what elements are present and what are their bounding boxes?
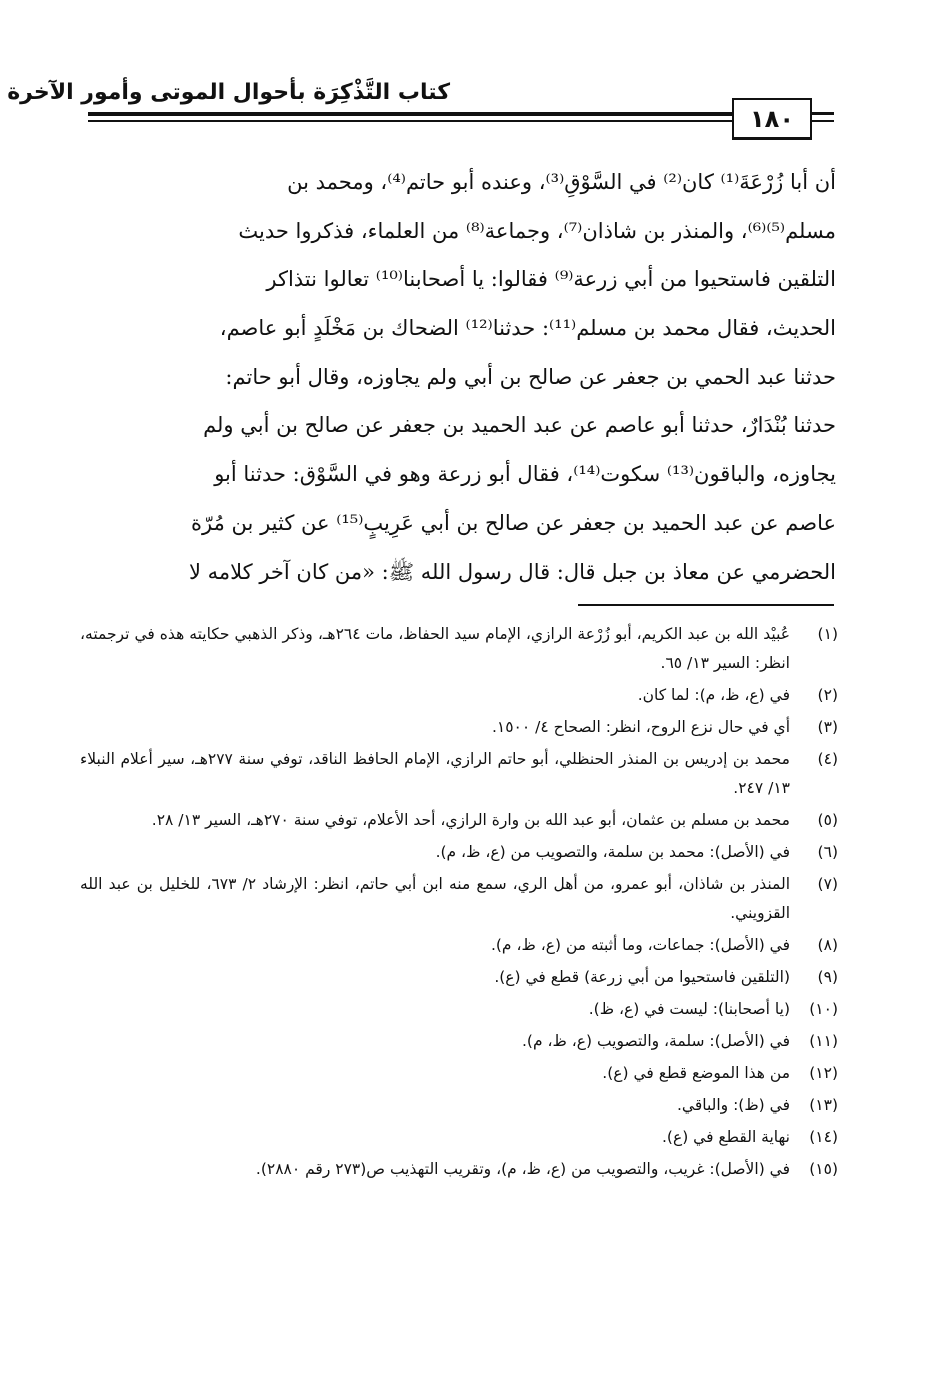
footnote-text: (يا أصحابنا): ليست في (ع، ظ). — [588, 1000, 790, 1018]
footnote-text: في (الأصل): جماعات، وما أثبته من (ع، ظ، م). — [490, 936, 790, 954]
footnote-text: أي في حال نزع الروح، انظر: الصحاح ٤/ ١٥٠٠. — [491, 718, 790, 736]
footnote-text: في (الأصل): محمد بن سلمة، والتصويب من (ع، ظ، م). — [435, 843, 790, 861]
text-line: حدثنا بُنْدَارٌ، حدثنا أبو عاصم عن عبد الحميد بن جعفر عن صالح بن أبي ولم — [203, 413, 836, 438]
footnote-number: (٤) — [817, 750, 838, 768]
footnote-number: (١٣) — [809, 1096, 838, 1114]
footnote-text: في (الأصل): سلمة، والتصويب (ع، ظ، م). — [521, 1032, 790, 1050]
footnote — [80, 1091, 838, 1120]
footnote — [80, 1027, 838, 1056]
footnote-number: (٥) — [817, 811, 838, 829]
footnote — [80, 620, 838, 678]
footnote-text: محمد بن إدريس بن المنذر الحنظلي، أبو حاتم الرازي، الإمام الحافظ الناقد، توفي سنة ٢٧٧هـ، سير أعلام النبلاء ١٣/ ٢٤٧. — [80, 750, 790, 797]
footnote-number: (٩) — [817, 968, 838, 986]
text-line: الحضرمي عن معاذ بن جبل قال: قال رسول الله ﷺ: «من كان آخر كلامه لا — [188, 559, 836, 584]
footnote-text: (التلقين فاستحيوا من أبي زرعة) قطع في (ع). — [494, 968, 790, 986]
footnote-text: نهاية القطع في (ع). — [661, 1128, 790, 1146]
footnote-text: المنذر بن شاذان، أبو عمرو، من أهل الري، سمع منه ابن أبي حاتم، انظر: الإرشاد ٢/ ٦٧٣، للخليل بن عبد الله القزويني. — [80, 875, 790, 922]
footnote — [80, 1123, 838, 1152]
text-line: أن أبا زُرْعَةَ⁽¹⁾ كان⁽²⁾ في السَّوْقِ⁽³⁾، وعنده أبو حاتم⁽⁴⁾، ومحمد بن — [287, 170, 836, 194]
text-line: حدثنا عبد الحمي بن جعفر عن صالح بن أبي ولم يجاوزه، وقال أبو حاتم: — [225, 364, 836, 389]
footnote — [80, 1059, 838, 1088]
footnote — [80, 838, 838, 867]
header-rule-thin — [88, 120, 732, 122]
footnote — [80, 681, 838, 710]
text-line: عاصم عن عبد الحميد بن جعفر عن صالح بن أبي عَرِيبٍ⁽¹⁵⁾ عن كثير بن مُرّة — [191, 510, 836, 535]
footnote-separator — [578, 604, 834, 606]
footnote-number: (٧) — [817, 875, 838, 893]
text-line: يجاوزه، والباقون⁽¹³⁾ سكوت⁽¹⁴⁾، فقال أبو زرعة وهو في السَّوْق: حدثنا أبو — [214, 462, 836, 487]
footnote-text: في (ظ): والباقي. — [676, 1096, 790, 1114]
footnote — [80, 745, 838, 803]
footnote-number: (١٥) — [809, 1160, 838, 1178]
footnotes — [80, 620, 838, 1187]
footnote-number: (٨) — [817, 936, 838, 954]
text-line: مسلم⁽⁵⁾⁽⁶⁾، والمنذر بن شاذان⁽⁷⁾، وجماعة⁽⁸⁾ من العلماء، فذكروا حديث — [238, 218, 836, 243]
footnote — [80, 931, 838, 960]
footnote-text: عُبيْد الله بن عبد الكريم، أبو زُرْعة الرازي، الإمام سيد الحفاظ، مات ٢٦٤هـ، وذكر الذهبي حكايته هذه في ترجمته، انظر: السير ١٣/ ٦٥. — [80, 625, 790, 672]
footnote — [80, 1155, 838, 1184]
footnote — [80, 963, 838, 992]
footnote-number: (١١) — [809, 1032, 838, 1050]
header-rule-thick — [88, 112, 732, 116]
header-rule-tail — [812, 112, 834, 115]
footnote — [80, 713, 838, 742]
footnote-number: (٣) — [817, 718, 838, 736]
footnote-number: (١٢) — [809, 1064, 838, 1082]
footnote — [80, 870, 838, 928]
footnote — [80, 995, 838, 1024]
text-line: التلقين فاستحيوا من أبي زرعة⁽⁹⁾ فقالوا: يا أصحابنا⁽¹⁰⁾ تعالوا نتذاكر — [266, 267, 836, 292]
main-text — [80, 158, 836, 596]
footnote-text: في (ع، ظ، م): لما كان. — [637, 686, 790, 704]
running-header-title: كتاب التَّذْكِرَة بأحوال الموتى وأمور الآخرة — [7, 80, 450, 105]
text-line: الحديث، فقال محمد بن مسلم⁽¹¹⁾: حدثنا⁽¹²⁾ الضحاك بن مَخْلَدٍ أبو عاصم، — [219, 316, 836, 341]
header-rule-tail — [812, 120, 834, 122]
footnote-number: (٢) — [817, 686, 838, 704]
footnote-number: (١٠) — [809, 1000, 838, 1018]
footnote — [80, 806, 838, 835]
page-number: ١٨٠ — [732, 98, 812, 140]
footnote-number: (١) — [817, 625, 838, 643]
footnote-text: محمد بن مسلم بن عثمان، أبو عبد الله بن وارة الرازي، أحد الأعلام، توفي سنة ٢٧٠هـ، السير ١٣/ ٢٨. — [151, 811, 790, 829]
footnote-number: (١٤) — [809, 1128, 838, 1146]
footnote-text: من هذا الموضع قطع في (ع). — [602, 1064, 790, 1082]
footnote-text: في (الأصل): غريب، والتصويب من (ع، ظ، م)، وتقريب التهذيب ص(٢٧٣ رقم ٢٨٨٠). — [255, 1160, 790, 1178]
footnote-number: (٦) — [817, 843, 838, 861]
